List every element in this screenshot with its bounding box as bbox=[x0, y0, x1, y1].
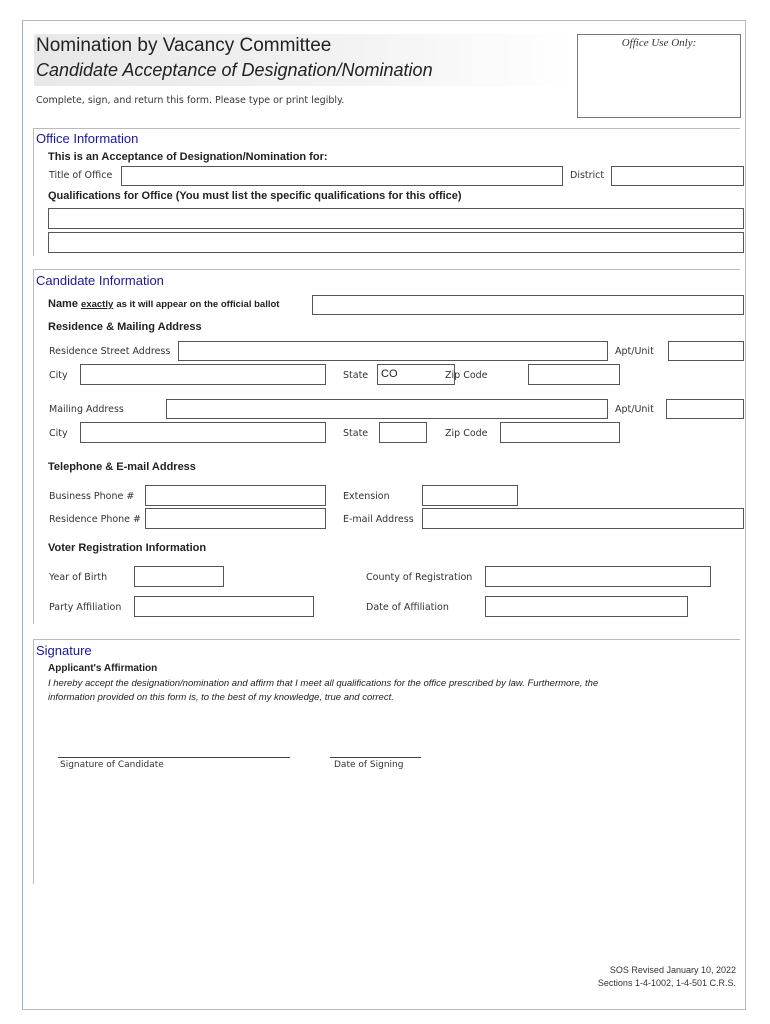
residence-street-label: Residence Street Address bbox=[49, 346, 171, 357]
residence-state-input[interactable]: CO bbox=[377, 364, 455, 385]
signature-line[interactable] bbox=[58, 757, 290, 758]
address-heading: Residence & Mailing Address bbox=[48, 321, 202, 333]
residence-city-input[interactable] bbox=[80, 364, 326, 385]
year-of-birth-label: Year of Birth bbox=[49, 572, 108, 583]
district-label: District bbox=[570, 170, 605, 181]
business-phone-input[interactable] bbox=[145, 485, 326, 506]
business-phone-label: Business Phone # bbox=[49, 491, 135, 502]
residence-apt-label: Apt/Unit bbox=[615, 346, 654, 357]
voter-heading: Voter Registration Information bbox=[48, 542, 207, 554]
qualifications-label: Qualifications for Office (You must list the specific qualifications for this office) bbox=[48, 190, 462, 202]
mailing-address-input[interactable] bbox=[166, 399, 608, 419]
mailing-zip-label: Zip Code bbox=[445, 428, 488, 439]
residence-phone-input[interactable] bbox=[145, 508, 326, 529]
affirmation-text-line2: information provided on this form is, to the best of my knowledge, true and correct. bbox=[48, 692, 394, 703]
mailing-state-input[interactable] bbox=[379, 422, 427, 443]
ballot-name-input[interactable] bbox=[312, 295, 744, 315]
page-border-bottom bbox=[22, 1009, 746, 1010]
mailing-zip-input[interactable] bbox=[500, 422, 620, 443]
extension-input[interactable] bbox=[422, 485, 518, 506]
date-affiliation-label: Date of Affiliation bbox=[366, 602, 449, 613]
email-label: E-mail Address bbox=[343, 514, 414, 525]
page-border-right bbox=[745, 20, 746, 1010]
title-of-office-label: Title of Office bbox=[49, 170, 113, 181]
mailing-state-label: State bbox=[343, 428, 369, 439]
party-input[interactable] bbox=[134, 596, 314, 617]
phone-heading: Telephone & E-mail Address bbox=[48, 461, 196, 473]
mailing-address-label: Mailing Address bbox=[49, 404, 124, 415]
form-title: Nomination by Vacancy Committee bbox=[36, 35, 332, 56]
residence-state-label: State bbox=[343, 370, 369, 381]
section-divider bbox=[34, 269, 740, 270]
affirmation-heading: Applicant's Affirmation bbox=[48, 663, 158, 674]
footer-sections: Sections 1-4-1002, 1-4-501 C.R.S. bbox=[597, 978, 736, 988]
district-input[interactable] bbox=[611, 166, 744, 186]
section-title-signature: Signature bbox=[36, 643, 92, 658]
title-of-office-input[interactable] bbox=[121, 166, 563, 186]
form-instructions: Complete, sign, and return this form. Please type or print legibly. bbox=[36, 95, 345, 106]
year-of-birth-input[interactable] bbox=[134, 566, 224, 587]
office-use-label: Office Use Only: bbox=[621, 37, 697, 49]
section-title-office: Office Information bbox=[36, 131, 139, 146]
mailing-city-label: City bbox=[49, 428, 68, 439]
footer-revised: SOS Revised January 10, 2022 bbox=[609, 965, 736, 975]
signature-label: Signature of Candidate bbox=[60, 760, 164, 770]
ballot-name-label bbox=[48, 298, 279, 310]
qualifications-input-1[interactable] bbox=[48, 208, 744, 229]
ballot-name-label-suffix: as it will appear on the official ballot bbox=[116, 299, 280, 310]
party-label: Party Affiliation bbox=[49, 602, 122, 613]
office-use-box bbox=[577, 34, 741, 118]
date-signing-line[interactable] bbox=[330, 757, 421, 758]
acceptance-label: This is an Acceptance of Designation/Nomination for: bbox=[48, 151, 328, 163]
date-signing-label: Date of Signing bbox=[334, 760, 404, 770]
page-border-top bbox=[22, 20, 746, 21]
residence-street-input[interactable] bbox=[178, 341, 608, 361]
section-side-line bbox=[33, 128, 34, 256]
residence-zip-input[interactable] bbox=[528, 364, 620, 385]
mailing-apt-input[interactable] bbox=[666, 399, 744, 419]
section-side-line bbox=[33, 639, 34, 884]
extension-label: Extension bbox=[343, 491, 390, 502]
section-divider bbox=[34, 128, 740, 129]
affirmation-text-line1: I hereby accept the designation/nomination and affirm that I meet all qualifications for the office prescribed by law. Furthermore, the bbox=[48, 678, 599, 689]
section-title-candidate: Candidate Information bbox=[36, 273, 164, 288]
residence-phone-label: Residence Phone # bbox=[49, 514, 141, 525]
page-border-left bbox=[22, 20, 23, 1010]
qualifications-input-2[interactable] bbox=[48, 232, 744, 253]
mailing-city-input[interactable] bbox=[80, 422, 326, 443]
residence-zip-label: Zip Code bbox=[445, 370, 488, 381]
county-label: County of Registration bbox=[366, 572, 473, 583]
section-divider bbox=[34, 639, 740, 640]
mailing-apt-label: Apt/Unit bbox=[615, 404, 654, 415]
email-input[interactable] bbox=[422, 508, 744, 529]
ballot-name-label-emph: exactly bbox=[81, 299, 114, 310]
residence-city-label: City bbox=[49, 370, 68, 381]
residence-apt-input[interactable] bbox=[668, 341, 744, 361]
section-side-line bbox=[33, 269, 34, 624]
form-subtitle: Candidate Acceptance of Designation/Nomination bbox=[36, 60, 433, 80]
county-input[interactable] bbox=[485, 566, 711, 587]
ballot-name-label-prefix: Name bbox=[48, 298, 78, 310]
date-affiliation-input[interactable] bbox=[485, 596, 688, 617]
